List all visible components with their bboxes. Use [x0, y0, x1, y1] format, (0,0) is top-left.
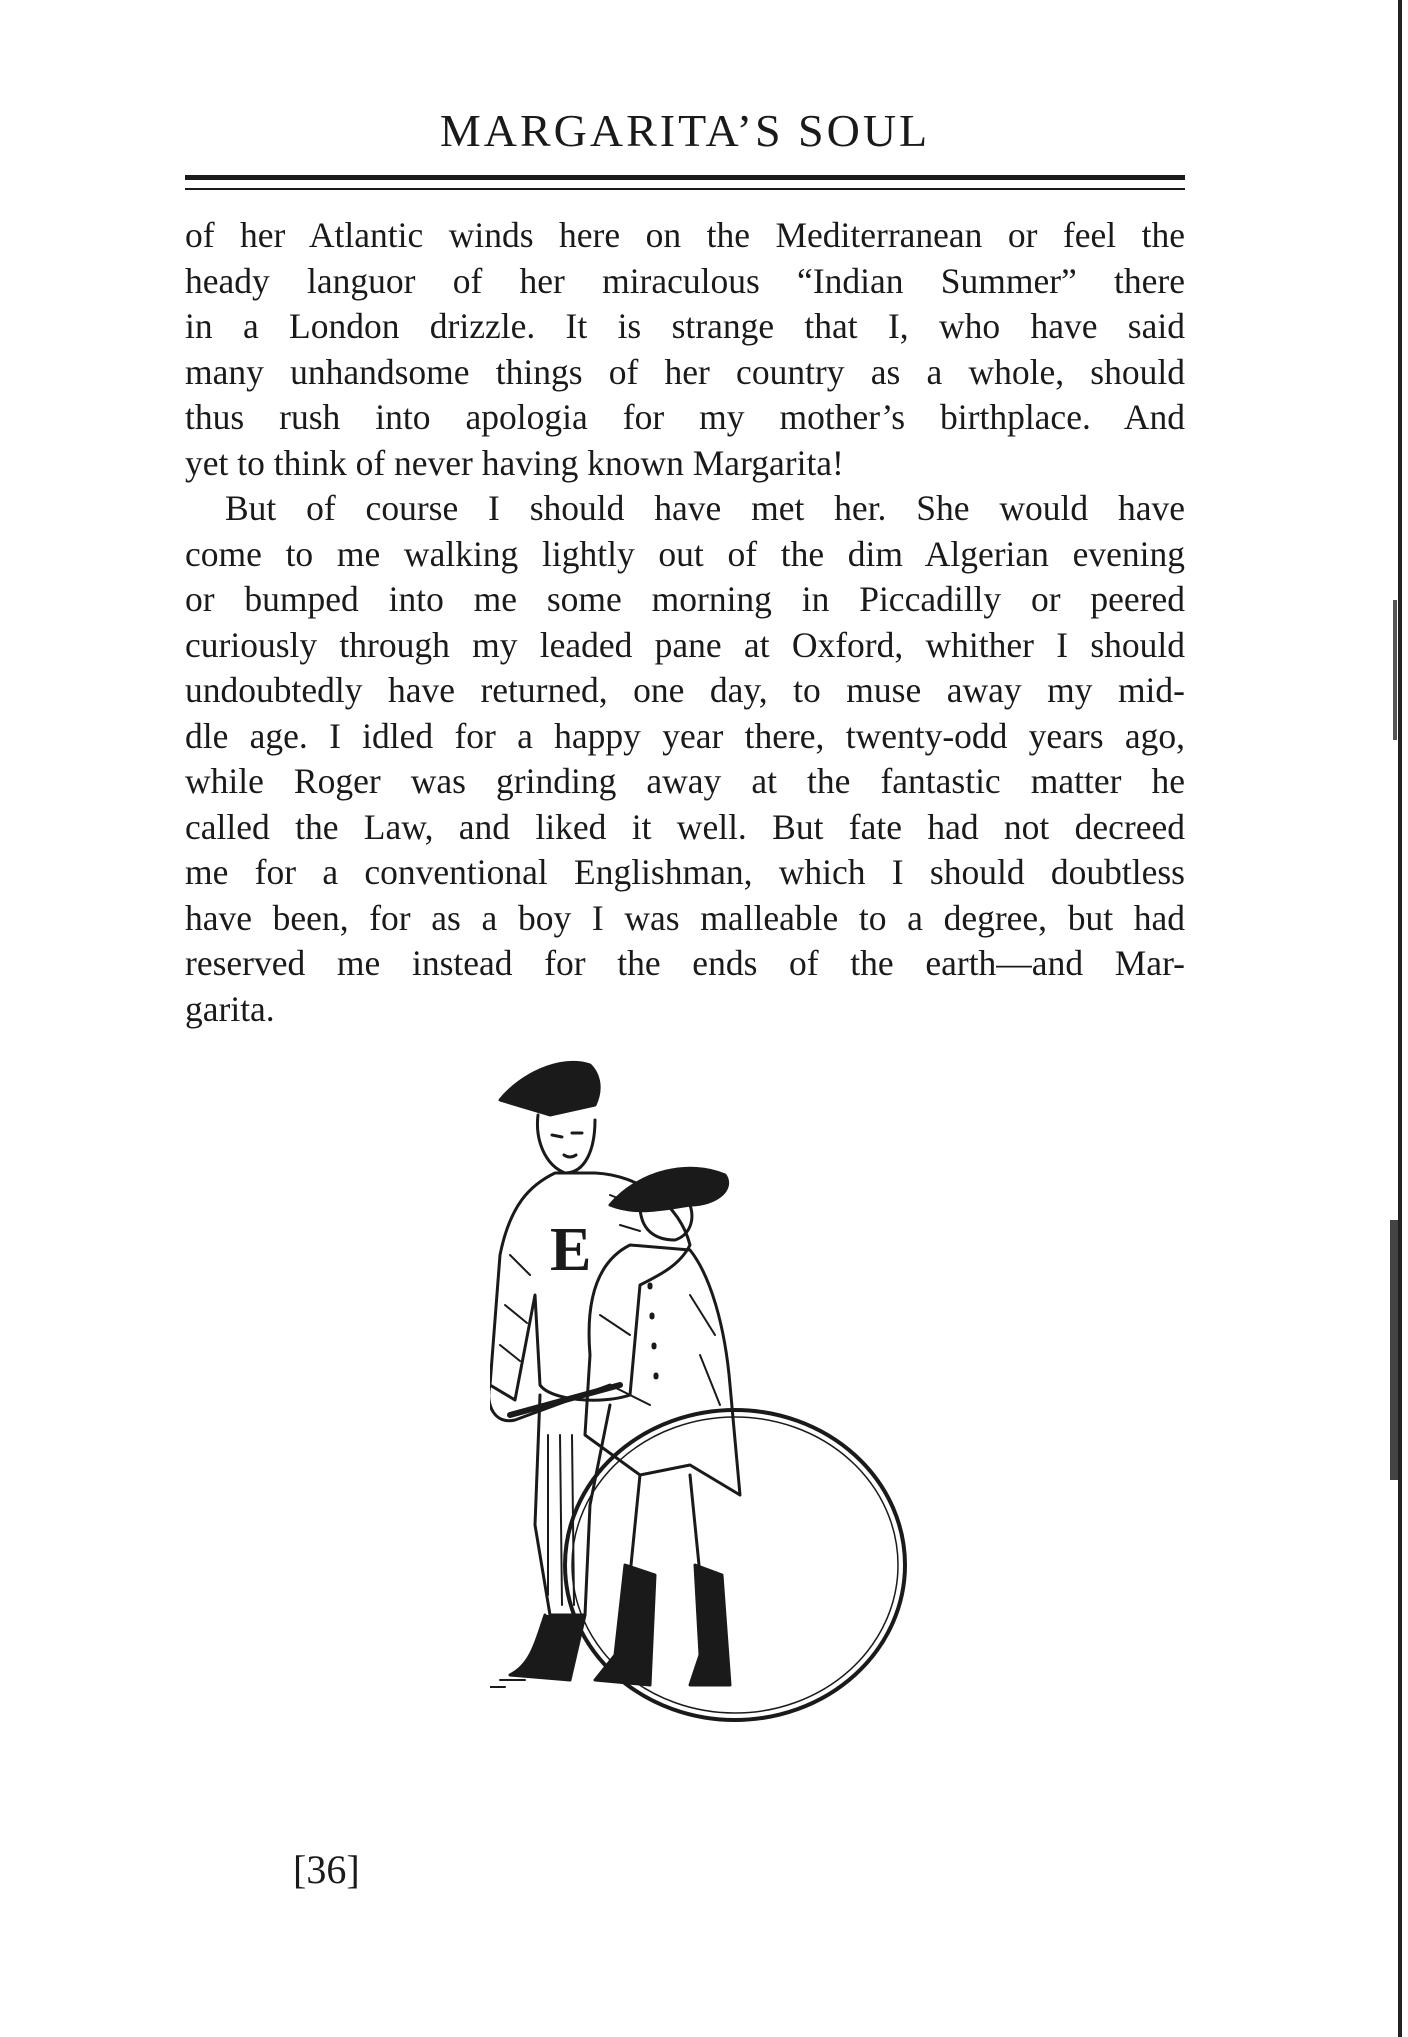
- header-rule-thick: [185, 175, 1185, 180]
- text-line: many unhandsome things of her country as a whole, should: [185, 351, 1185, 392]
- running-head: MARGARITA’S SOUL: [439, 105, 931, 156]
- text-line: of her Atlantic winds here on the Mediterranean or feel the: [185, 215, 1185, 255]
- header-rule-thin: [185, 188, 1185, 190]
- text-line: thus rush into apologia for my mother’s birthplace. And: [185, 397, 1185, 437]
- text-line: dle age. I idled for a happy year there, twenty-odd years ago,: [185, 715, 1185, 756]
- ground-marks: [490, 1680, 525, 1687]
- text-line: heady languor of her miraculous “Indian Summer” there: [185, 260, 1185, 301]
- paragraph-start-line: But of course I should have met her. She would have: [225, 488, 1185, 528]
- sweater-letter: E: [550, 1216, 592, 1284]
- text-line: reserved me instead for the ends of the earth—and Mar-: [185, 943, 1185, 983]
- boys-with-hoop-illustration: [490, 1055, 960, 1735]
- left-boot: [510, 1615, 585, 1680]
- page-number: [36]: [293, 1847, 360, 1892]
- text-line: yet to think of never having known Margarita!: [185, 442, 844, 483]
- text-line: undoubtedly have returned, one day, to muse away my mid-: [185, 670, 1185, 710]
- face-detail: [552, 1133, 582, 1157]
- text-line: garita.: [185, 988, 275, 1029]
- scan-gutter-edge: [1368, 0, 1408, 2037]
- cap-outline: [500, 1062, 599, 1115]
- text-line: called the Law, and liked it well. But fate had not decreed: [185, 806, 1185, 847]
- coat-buttons: [650, 1285, 656, 1377]
- text-line: while Roger was grinding away at the fantastic matter he: [185, 761, 1185, 801]
- text-line: in a London drizzle. It is strange that I, who have said: [185, 306, 1185, 346]
- text-line: come to me walking lightly out of the dim Algerian evening: [185, 533, 1185, 574]
- child-coat: [585, 1245, 740, 1495]
- trouser-stripes: [548, 1435, 574, 1605]
- body-text: [185, 213, 1185, 1032]
- head-outline: [537, 1115, 595, 1173]
- child-legs: [630, 1475, 700, 1575]
- coat-folds: [600, 1295, 720, 1405]
- text-line: me for a conventional Englishman, which I should doubtless: [185, 852, 1185, 892]
- text-line: have been, for as a boy I was malleable to a degree, but had: [185, 897, 1185, 938]
- text-line: or bumped into me some morning in Piccadilly or peered: [185, 579, 1185, 619]
- wide-hat: [610, 1168, 728, 1211]
- child-boots: [595, 1565, 730, 1685]
- text-line: curiously through my leaded pane at Oxford, whither I should: [185, 624, 1185, 665]
